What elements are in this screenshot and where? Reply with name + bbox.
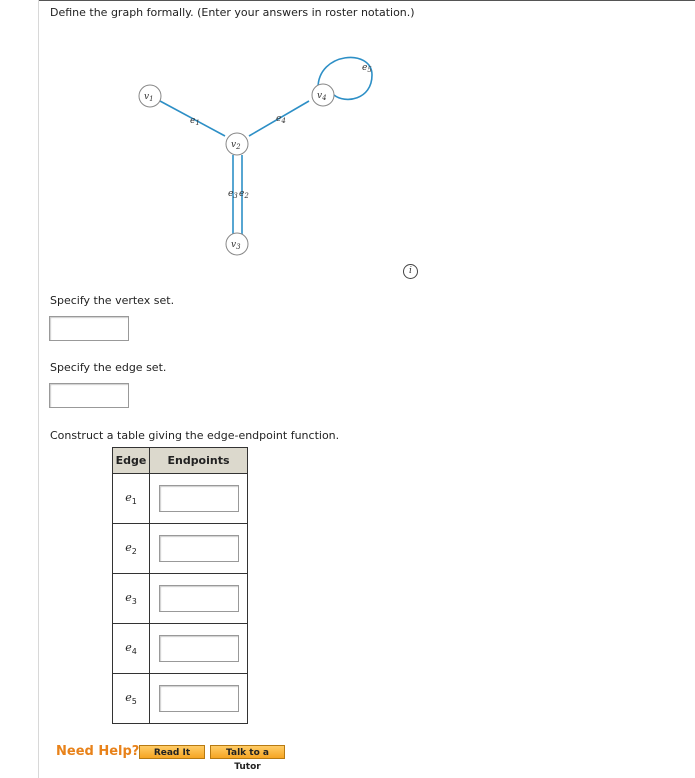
table-header-row [113, 448, 248, 474]
table-row [113, 574, 248, 624]
edge-label-e3: $e_3$ [228, 189, 238, 200]
endpoint-cell [150, 574, 248, 624]
table-row [113, 474, 248, 524]
edge-label-e4: $e_4$ [276, 114, 286, 125]
endpoints-input-e4[interactable] [159, 635, 239, 662]
question-instruction: Define the graph formally. (Enter your answers in roster notation.) [50, 6, 415, 19]
edge-label-e5: $e_5$ [362, 63, 372, 74]
endpoint-cell [150, 474, 248, 524]
svg-text:v1: $v_1$ [144, 92, 154, 103]
edge-endpoint-table [112, 447, 248, 724]
header-endpoints: Endpoints [150, 448, 248, 474]
edge-cell-e3: $e_3$ [113, 574, 150, 624]
endpoints-input-e3[interactable] [159, 585, 239, 612]
edge-cell-e2: $e_2$ [113, 524, 150, 574]
table-row [113, 674, 248, 724]
endpoint-cell [150, 624, 248, 674]
edge-label-e2: $e_2$ [239, 189, 249, 200]
svg-text:v3: $v_3$ [231, 240, 241, 251]
edge-cell-e1: $e_1$ [113, 474, 150, 524]
endpoint-cell [150, 524, 248, 574]
need-help-label: Need Help? [56, 744, 140, 759]
endpoints-input-e1[interactable] [159, 485, 239, 512]
vertex-v2 [226, 133, 248, 155]
header-edge: Edge [113, 448, 150, 474]
table-row [113, 624, 248, 674]
info-icon[interactable]: i [403, 264, 418, 279]
vertex-v4 [312, 84, 334, 106]
edge-set-label: Specify the edge set. [50, 361, 167, 374]
endpoints-input-e2[interactable] [159, 535, 239, 562]
table-caption: Construct a table giving the edge-endpoint function. [50, 429, 340, 442]
read-it-button[interactable]: Read It [139, 745, 205, 759]
edge-cell-e5: $e_5$ [113, 674, 150, 724]
edge-cell-e4: $e_4$ [113, 624, 150, 674]
talk-to-tutor-button[interactable]: Talk to a Tutor [210, 745, 285, 759]
svg-text:v2: $v_2$ [231, 140, 241, 151]
svg-text:v4: $v_4$ [317, 91, 327, 102]
endpoints-input-e5[interactable] [159, 685, 239, 712]
endpoint-cell [150, 674, 248, 724]
vertex-v1 [139, 85, 161, 107]
edge-set-input[interactable] [49, 383, 129, 408]
table-row [113, 524, 248, 574]
vertex-v3 [226, 233, 248, 255]
graph-diagram [0, 0, 695, 290]
edge-label-e1: $e_1$ [190, 116, 200, 127]
vertex-set-input[interactable] [49, 316, 129, 341]
vertex-set-label: Specify the vertex set. [50, 294, 175, 307]
